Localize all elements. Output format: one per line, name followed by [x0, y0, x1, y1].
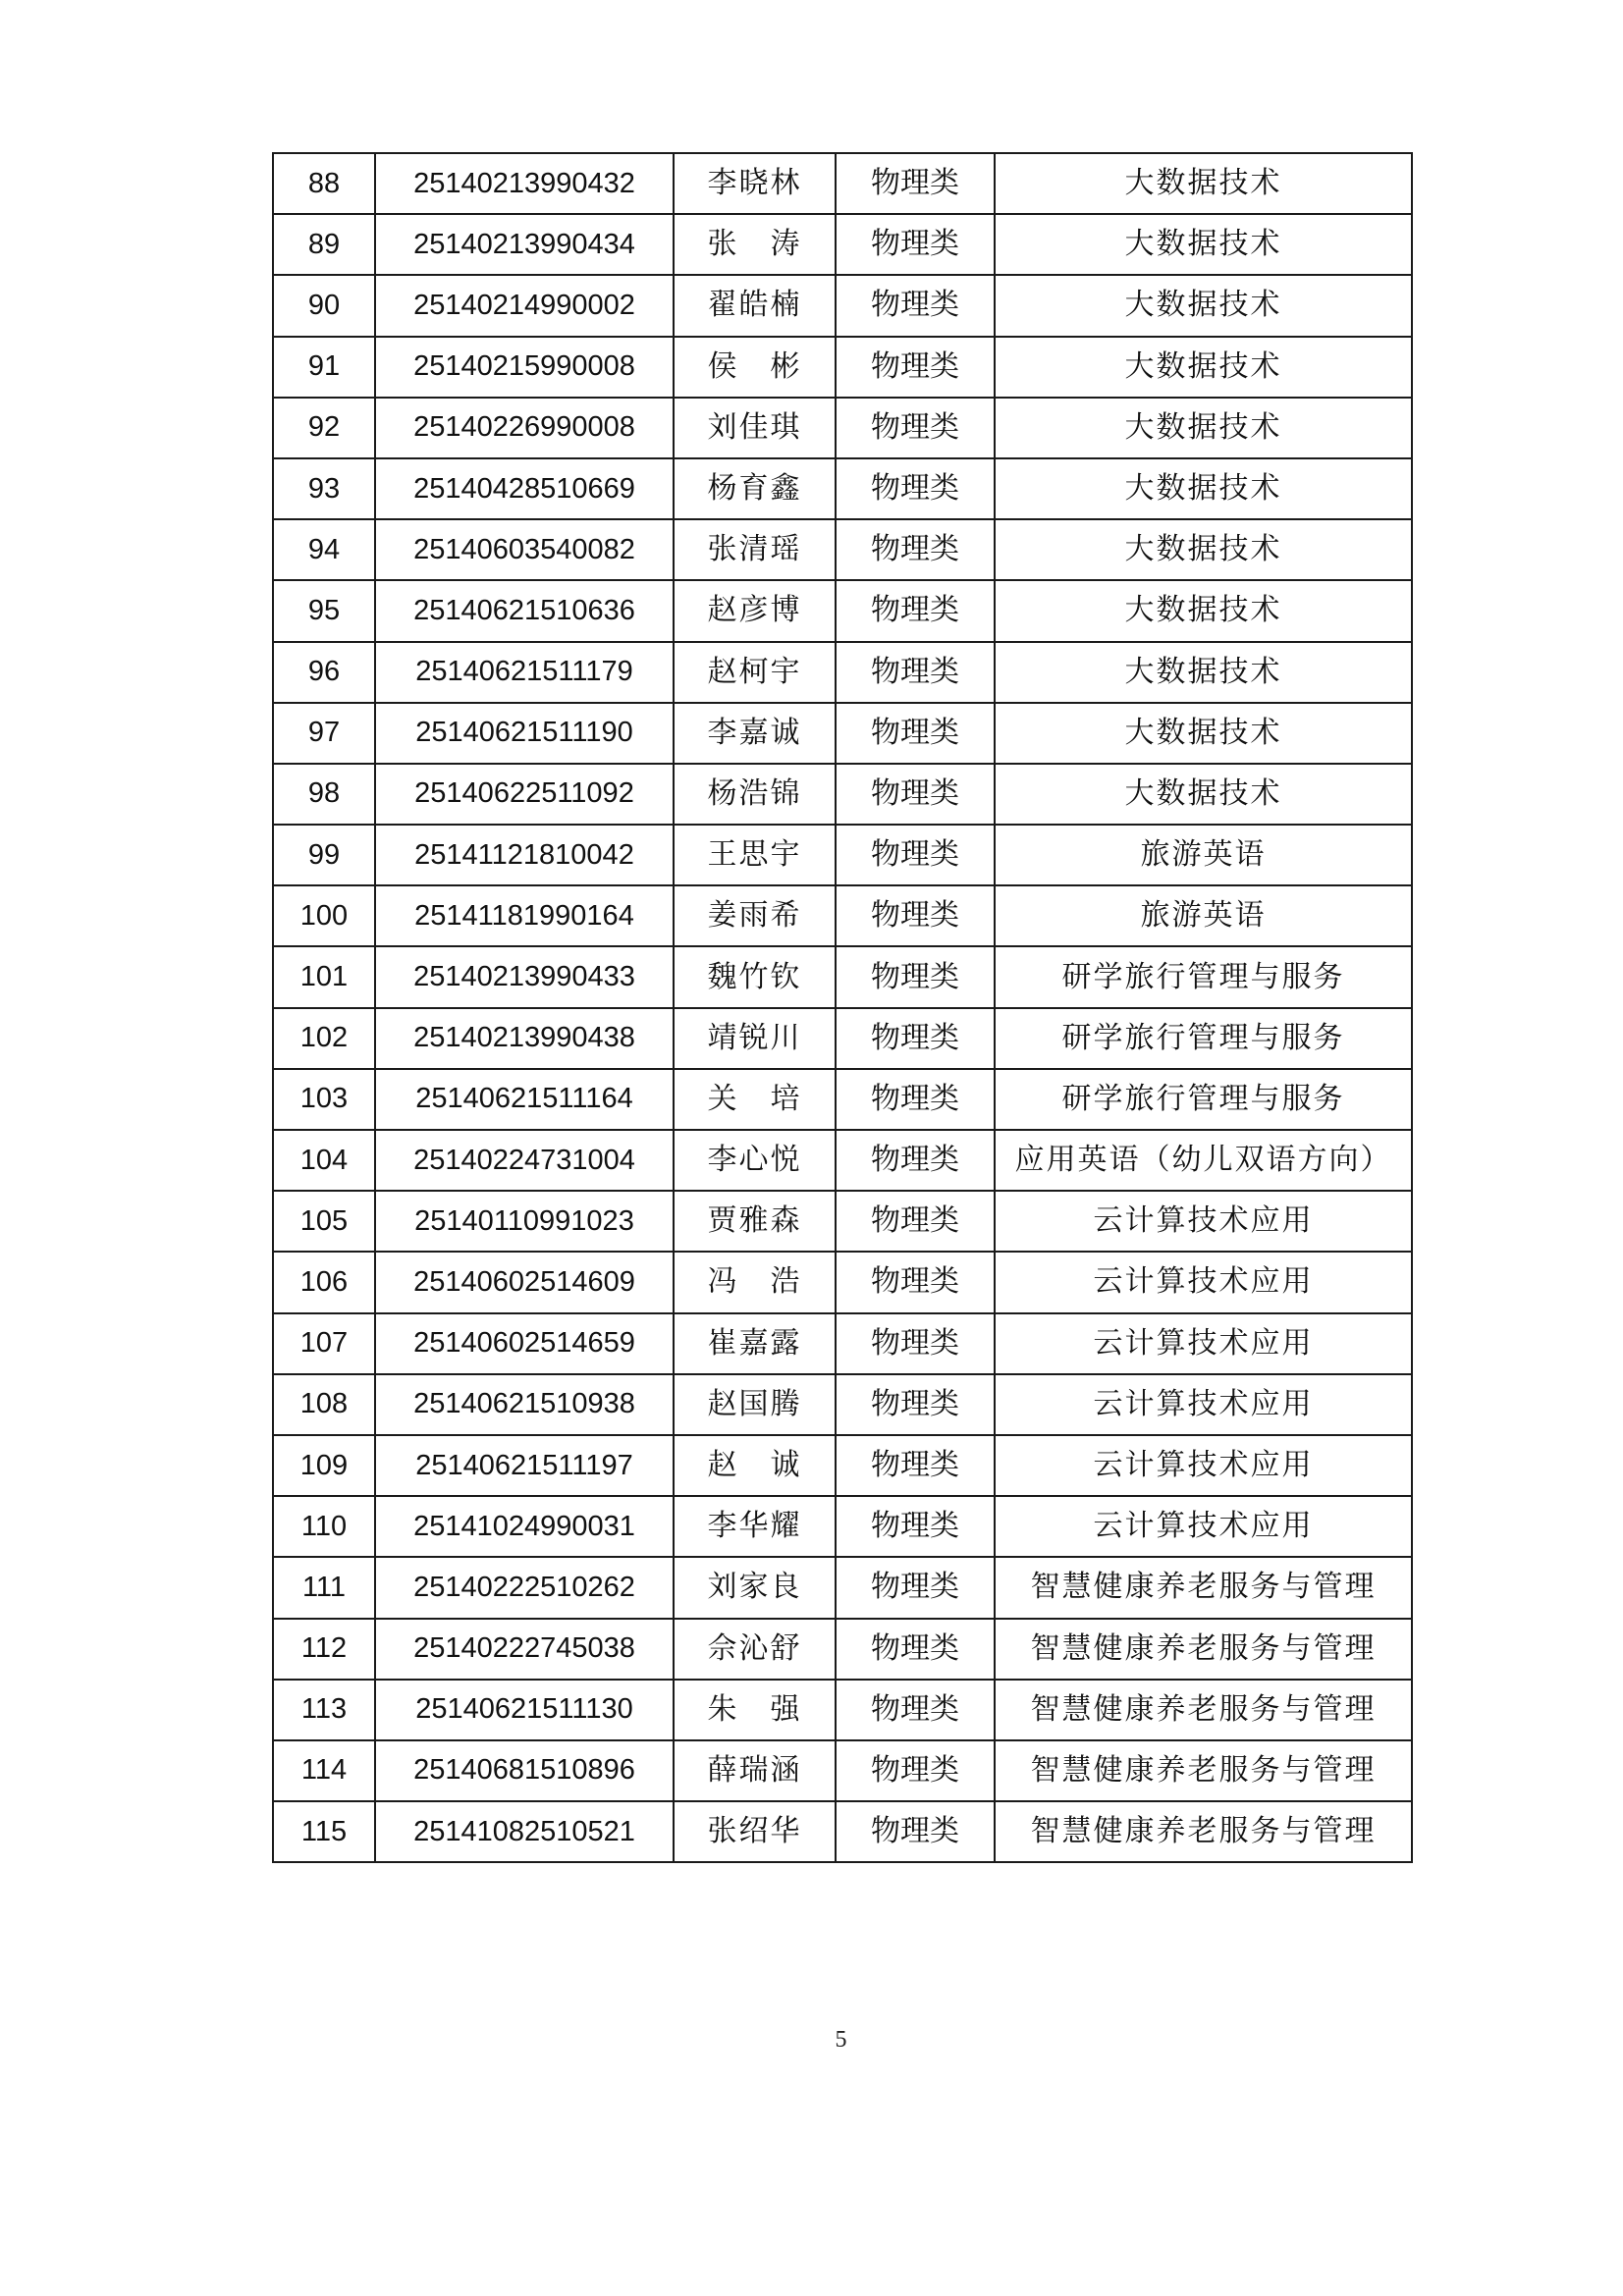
row-number-cell: 111 [273, 1557, 375, 1618]
table-row [273, 275, 1412, 336]
category-cell: 物理类 [836, 153, 995, 214]
major-cell: 旅游英语 [995, 825, 1412, 885]
exam-id-cell: 25140681510896 [375, 1740, 674, 1801]
table-row [273, 580, 1412, 641]
table-body [273, 153, 1412, 1862]
table-row [273, 1313, 1412, 1374]
row-number-cell: 94 [273, 519, 375, 580]
table-row [273, 642, 1412, 703]
category-cell: 物理类 [836, 1008, 995, 1069]
table-row [273, 1374, 1412, 1435]
major-cell: 大数据技术 [995, 764, 1412, 825]
exam-id-cell: 25140213990438 [375, 1008, 674, 1069]
category-cell: 物理类 [836, 946, 995, 1007]
table-row [273, 1619, 1412, 1680]
student-name-cell: 刘家良 [674, 1557, 836, 1618]
student-name-cell: 赵国腾 [674, 1374, 836, 1435]
row-number-cell: 99 [273, 825, 375, 885]
major-cell: 云计算技术应用 [995, 1496, 1412, 1557]
row-number-cell: 101 [273, 946, 375, 1007]
row-number-cell: 112 [273, 1619, 375, 1680]
row-number-cell: 105 [273, 1191, 375, 1252]
row-number-cell: 110 [273, 1496, 375, 1557]
category-cell: 物理类 [836, 1740, 995, 1801]
table-row [273, 1130, 1412, 1191]
student-name-cell: 翟皓楠 [674, 275, 836, 336]
row-number-cell: 106 [273, 1252, 375, 1312]
major-cell: 大数据技术 [995, 275, 1412, 336]
category-cell: 物理类 [836, 580, 995, 641]
category-cell: 物理类 [836, 1680, 995, 1740]
student-name-cell: 李心悦 [674, 1130, 836, 1191]
major-cell: 大数据技术 [995, 580, 1412, 641]
table-row [273, 703, 1412, 764]
table-row [273, 458, 1412, 519]
student-name-cell: 靖锐川 [674, 1008, 836, 1069]
student-name-cell: 冯 浩 [674, 1252, 836, 1312]
exam-id-cell: 25140621511164 [375, 1069, 674, 1130]
exam-id-cell: 25140602514659 [375, 1313, 674, 1374]
major-cell: 智慧健康养老服务与管理 [995, 1680, 1412, 1740]
major-cell: 大数据技术 [995, 519, 1412, 580]
category-cell: 物理类 [836, 458, 995, 519]
student-name-cell: 赵柯宇 [674, 642, 836, 703]
table-row [273, 214, 1412, 275]
exam-id-cell: 25140215990008 [375, 337, 674, 398]
row-number-cell: 109 [273, 1435, 375, 1496]
table-row [273, 946, 1412, 1007]
row-number-cell: 97 [273, 703, 375, 764]
row-number-cell: 92 [273, 398, 375, 458]
student-name-cell: 朱 强 [674, 1680, 836, 1740]
category-cell: 物理类 [836, 214, 995, 275]
major-cell: 大数据技术 [995, 703, 1412, 764]
table-row [273, 1069, 1412, 1130]
student-name-cell: 张 涛 [674, 214, 836, 275]
exam-id-cell: 25140621511197 [375, 1435, 674, 1496]
table-row [273, 1191, 1412, 1252]
exam-id-cell: 25141082510521 [375, 1801, 674, 1862]
student-name-cell: 杨育鑫 [674, 458, 836, 519]
row-number-cell: 91 [273, 337, 375, 398]
category-cell: 物理类 [836, 1130, 995, 1191]
row-number-cell: 104 [273, 1130, 375, 1191]
exam-id-cell: 25140222745038 [375, 1619, 674, 1680]
student-name-cell: 魏竹钦 [674, 946, 836, 1007]
student-name-cell: 贾雅森 [674, 1191, 836, 1252]
category-cell: 物理类 [836, 825, 995, 885]
table-row [273, 885, 1412, 946]
major-cell: 云计算技术应用 [995, 1374, 1412, 1435]
major-cell: 智慧健康养老服务与管理 [995, 1557, 1412, 1618]
major-cell: 研学旅行管理与服务 [995, 946, 1412, 1007]
table-row [273, 1801, 1412, 1862]
category-cell: 物理类 [836, 1435, 995, 1496]
table-row [273, 1496, 1412, 1557]
exam-id-cell: 25140213990434 [375, 214, 674, 275]
student-name-cell: 侯 彬 [674, 337, 836, 398]
student-name-cell: 赵 诚 [674, 1435, 836, 1496]
major-cell: 智慧健康养老服务与管理 [995, 1801, 1412, 1862]
exam-id-cell: 25141024990031 [375, 1496, 674, 1557]
table-row [273, 519, 1412, 580]
major-cell: 智慧健康养老服务与管理 [995, 1619, 1412, 1680]
student-name-cell: 张清瑶 [674, 519, 836, 580]
student-name-cell: 薛瑞涵 [674, 1740, 836, 1801]
row-number-cell: 102 [273, 1008, 375, 1069]
major-cell: 大数据技术 [995, 153, 1412, 214]
student-name-cell: 李华耀 [674, 1496, 836, 1557]
category-cell: 物理类 [836, 764, 995, 825]
exam-id-cell: 25140224731004 [375, 1130, 674, 1191]
row-number-cell: 95 [273, 580, 375, 641]
student-name-cell: 赵彦博 [674, 580, 836, 641]
exam-id-cell: 25140110991023 [375, 1191, 674, 1252]
major-cell: 大数据技术 [995, 458, 1412, 519]
table-row [273, 153, 1412, 214]
row-number-cell: 93 [273, 458, 375, 519]
admission-list-table [272, 152, 1413, 1863]
major-cell: 大数据技术 [995, 214, 1412, 275]
row-number-cell: 100 [273, 885, 375, 946]
student-name-cell: 李晓林 [674, 153, 836, 214]
major-cell: 旅游英语 [995, 885, 1412, 946]
exam-id-cell: 25140622511092 [375, 764, 674, 825]
table-row [273, 337, 1412, 398]
category-cell: 物理类 [836, 519, 995, 580]
row-number-cell: 90 [273, 275, 375, 336]
major-cell: 研学旅行管理与服务 [995, 1008, 1412, 1069]
major-cell: 大数据技术 [995, 398, 1412, 458]
exam-id-cell: 25140621510938 [375, 1374, 674, 1435]
category-cell: 物理类 [836, 1191, 995, 1252]
exam-id-cell: 25140621511130 [375, 1680, 674, 1740]
row-number-cell: 98 [273, 764, 375, 825]
major-cell: 云计算技术应用 [995, 1191, 1412, 1252]
major-cell: 智慧健康养老服务与管理 [995, 1740, 1412, 1801]
exam-id-cell: 25140621510636 [375, 580, 674, 641]
category-cell: 物理类 [836, 275, 995, 336]
major-cell: 研学旅行管理与服务 [995, 1069, 1412, 1130]
row-number-cell: 107 [273, 1313, 375, 1374]
table-row [273, 1680, 1412, 1740]
category-cell: 物理类 [836, 398, 995, 458]
exam-id-cell: 25140621511190 [375, 703, 674, 764]
exam-id-cell: 25140222510262 [375, 1557, 674, 1618]
category-cell: 物理类 [836, 1252, 995, 1312]
exam-id-cell: 25140213990433 [375, 946, 674, 1007]
category-cell: 物理类 [836, 1069, 995, 1130]
row-number-cell: 113 [273, 1680, 375, 1740]
exam-id-cell: 25140226990008 [375, 398, 674, 458]
category-cell: 物理类 [836, 1313, 995, 1374]
major-cell: 应用英语（幼儿双语方向） [995, 1130, 1412, 1191]
row-number-cell: 103 [273, 1069, 375, 1130]
page-number: 5 [835, 2027, 847, 2053]
major-cell: 云计算技术应用 [995, 1435, 1412, 1496]
exam-id-cell: 25140213990432 [375, 153, 674, 214]
student-name-cell: 李嘉诚 [674, 703, 836, 764]
table-row [273, 1252, 1412, 1312]
row-number-cell: 115 [273, 1801, 375, 1862]
category-cell: 物理类 [836, 885, 995, 946]
student-name-cell: 刘佳琪 [674, 398, 836, 458]
category-cell: 物理类 [836, 703, 995, 764]
row-number-cell: 89 [273, 214, 375, 275]
row-number-cell: 96 [273, 642, 375, 703]
category-cell: 物理类 [836, 1801, 995, 1862]
exam-id-cell: 25140603540082 [375, 519, 674, 580]
student-name-cell: 姜雨希 [674, 885, 836, 946]
student-name-cell: 关 培 [674, 1069, 836, 1130]
major-cell: 云计算技术应用 [995, 1252, 1412, 1312]
student-name-cell: 张绍华 [674, 1801, 836, 1862]
row-number-cell: 88 [273, 153, 375, 214]
major-cell: 大数据技术 [995, 337, 1412, 398]
exam-id-cell: 25141121810042 [375, 825, 674, 885]
major-cell: 云计算技术应用 [995, 1313, 1412, 1374]
table-row [273, 1557, 1412, 1618]
student-name-cell: 王思宇 [674, 825, 836, 885]
category-cell: 物理类 [836, 1619, 995, 1680]
table-row [273, 398, 1412, 458]
row-number-cell: 114 [273, 1740, 375, 1801]
exam-id-cell: 25140214990002 [375, 275, 674, 336]
row-number-cell: 108 [273, 1374, 375, 1435]
exam-id-cell: 25140621511179 [375, 642, 674, 703]
table-row [273, 1008, 1412, 1069]
category-cell: 物理类 [836, 337, 995, 398]
student-name-cell: 杨浩锦 [674, 764, 836, 825]
category-cell: 物理类 [836, 642, 995, 703]
category-cell: 物理类 [836, 1374, 995, 1435]
student-name-cell: 佘沁舒 [674, 1619, 836, 1680]
exam-id-cell: 25141181990164 [375, 885, 674, 946]
student-name-cell: 崔嘉露 [674, 1313, 836, 1374]
exam-id-cell: 25140428510669 [375, 458, 674, 519]
table-row [273, 1435, 1412, 1496]
exam-id-cell: 25140602514609 [375, 1252, 674, 1312]
category-cell: 物理类 [836, 1496, 995, 1557]
table-row [273, 764, 1412, 825]
category-cell: 物理类 [836, 1557, 995, 1618]
major-cell: 大数据技术 [995, 642, 1412, 703]
table-row [273, 825, 1412, 885]
table-row [273, 1740, 1412, 1801]
